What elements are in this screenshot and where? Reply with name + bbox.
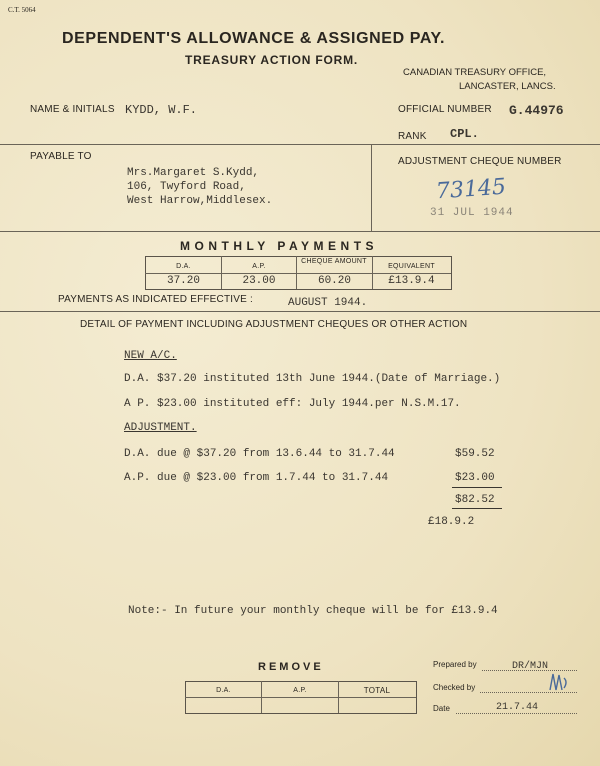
table-rule <box>145 273 451 274</box>
rank-value: CPL. <box>450 127 479 141</box>
detail-line-3: D.A. due @ $37.20 from 13.6.44 to 31.7.44 <box>124 448 395 460</box>
value-ap: 23.00 <box>242 275 276 287</box>
date-line <box>456 713 577 714</box>
checked-by-label: Checked by <box>433 683 476 692</box>
detail-heading: DETAIL OF PAYMENT INCLUDING ADJUSTMENT CHEQUES OR OTHER ACTION <box>80 319 468 330</box>
effective-label: PAYMENTS AS INDICATED EFFECTIVE : <box>58 294 253 305</box>
adjustment-heading: ADJUSTMENT. <box>124 422 197 434</box>
date-stamp: 31 JUL 1944 <box>430 207 514 219</box>
payee-line2: 106, Twyford Road, <box>127 181 246 193</box>
table-rule <box>261 681 262 713</box>
office-line2: LANCASTER, LANCS. <box>459 81 556 92</box>
remove-header-da: D.A. <box>216 687 231 694</box>
total-dollars: $82.52 <box>455 494 495 506</box>
divider <box>371 144 372 231</box>
prepared-by-value: DR/MJN <box>512 661 549 672</box>
monthly-payments-heading: MONTHLY PAYMENTS <box>180 239 379 253</box>
header-ap: A.P. <box>252 263 266 270</box>
effective-value: AUGUST 1944. <box>288 297 368 309</box>
initials-scribble <box>545 670 571 696</box>
remove-heading: REMOVE <box>258 661 324 673</box>
payable-to-label: PAYABLE TO <box>30 151 92 162</box>
payee-line1: Mrs.Margaret S.Kydd, <box>127 167 260 179</box>
name-value: KYDD, W.F. <box>125 103 198 117</box>
value-da: 37.20 <box>166 275 200 287</box>
sum-rule <box>452 487 502 488</box>
date-label: Date <box>433 704 450 713</box>
divider <box>0 231 600 232</box>
official-number-value: G.44976 <box>509 103 564 118</box>
value-equivalent: £13.9.4 <box>388 275 435 287</box>
form-title: DEPENDENT'S ALLOWANCE & ASSIGNED PAY. <box>62 30 446 47</box>
name-label: NAME & INITIALS <box>30 104 115 115</box>
remove-header-ap: A.P. <box>293 687 307 694</box>
office-line1: CANADIAN TREASURY OFFICE, <box>403 67 547 78</box>
total-sterling: £18.9.2 <box>428 516 475 528</box>
payee-line3: West Harrow,Middlesex. <box>127 195 273 207</box>
table-rule <box>185 697 416 698</box>
official-number-label: OFFICIAL NUMBER <box>398 104 492 115</box>
header-equivalent: EQUIVALENT <box>388 263 435 270</box>
sum-rule <box>452 508 502 509</box>
detail-line-4-amount: $23.00 <box>455 472 495 484</box>
divider <box>0 311 600 312</box>
form-subtitle: TREASURY ACTION FORM. <box>185 53 359 67</box>
prepared-by-label: Prepared by <box>433 660 477 669</box>
rank-label: RANK <box>398 131 427 142</box>
date-value: 21.7.44 <box>496 702 539 713</box>
remove-header-total: TOTAL <box>363 686 391 695</box>
value-cheque-amount: 60.20 <box>317 275 351 287</box>
divider <box>0 144 600 145</box>
detail-line-3-amount: $59.52 <box>455 448 495 460</box>
adjustment-cheque-label: ADJUSTMENT CHEQUE NUMBER <box>398 156 562 167</box>
new-account-heading: NEW A/C. <box>124 350 177 362</box>
form-code: C.T. 5064 <box>8 6 36 14</box>
header-cheque-amount: CHEQUE AMOUNT <box>301 258 367 265</box>
note: Note:- In future your monthly cheque will be for £13.9.4 <box>128 605 498 617</box>
adjustment-cheque-number: 73145 <box>435 174 507 205</box>
detail-line-4: A.P. due @ $23.00 from 1.7.44 to 31.7.44 <box>124 472 389 484</box>
detail-line-2: A P. $23.00 instituted eff: July 1944.per N.S.M.17. <box>124 398 461 410</box>
detail-line-1: D.A. $37.20 instituted 13th June 1944.(Date of Marriage.) <box>124 373 501 385</box>
header-da: D.A. <box>176 263 191 270</box>
